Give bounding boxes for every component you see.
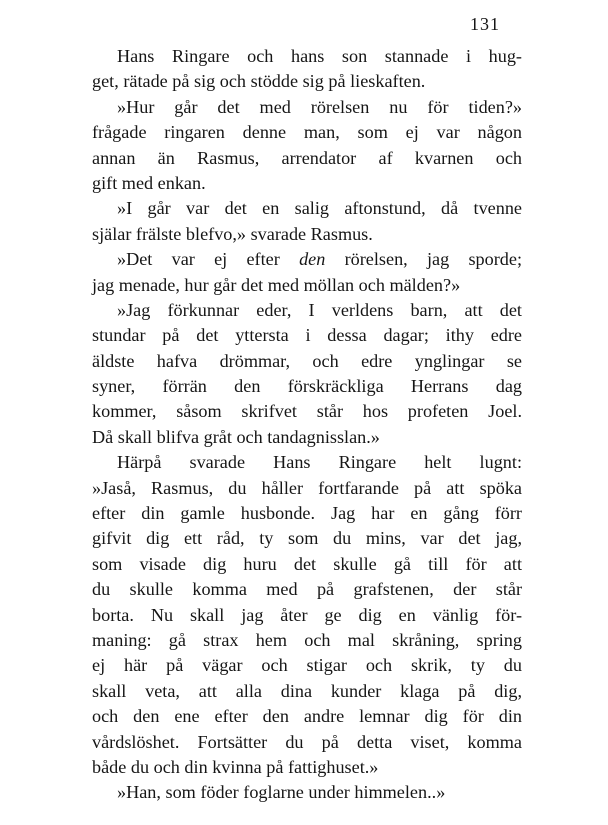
text-line: get, rätade på sig och stödde sig på lieskaften. <box>92 71 426 92</box>
text-line: som visade dig huru det skulle gå till för att <box>92 553 522 574</box>
emphasized-word: den <box>299 249 326 270</box>
text-line: »I går var det en salig aftonstund, då tvenne <box>117 198 522 219</box>
text-line: syner, förrän den förskräckliga Herrans dag <box>92 376 522 397</box>
text-line: du skulle komma med på grafstenen, der står <box>92 579 522 600</box>
text-line: annan än Rasmus, arrendator af kvarnen och <box>92 147 522 168</box>
text-line: själar frälste blefvo,» svarade Rasmus. <box>92 223 373 244</box>
text-line <box>92 247 522 272</box>
text-line: maning: gå strax hem och mal skråning, spring <box>92 629 522 650</box>
text-line: borta. Nu skall jag åter ge dig en vänlig för- <box>92 604 522 625</box>
text-line: »Han, som föder foglarne under himmelen..» <box>117 782 446 803</box>
text-line: vårdslöshet. Fortsätter du på detta viset, komma <box>92 731 522 752</box>
text-line: stundar på det yttersta i dessa dagar; ithy edre <box>92 325 522 346</box>
text-line: äldste hafva drömmar, och edre ynglingar se <box>92 350 522 371</box>
text-line: och den ene efter den andre lemnar dig för din <box>92 706 522 727</box>
text-line: efter din gamle husbonde. Jag har en gång förr <box>92 503 522 524</box>
text-line: »Jaså, Rasmus, du håller fortfarande på att spöka <box>92 477 522 498</box>
text-line: kommer, såsom skrifvet står hos profeten Joel. <box>92 401 522 422</box>
body-text <box>92 44 522 806</box>
text-line: Hans Ringare och hans son stannade i hug- <box>117 46 522 66</box>
text-line: Härpå svarade Hans Ringare helt lugnt: <box>117 452 522 473</box>
text-line: »Hur går det med rörelsen nu för tiden?» <box>117 96 522 117</box>
text-segment: rörelsen, jag sporde; <box>325 249 522 270</box>
text-line: Då skall blifva gråt och tandagnisslan.» <box>92 426 380 447</box>
page-number: 131 <box>470 14 500 34</box>
text-line: gift med enkan. <box>92 172 206 193</box>
text-line: gifvit dig ett råd, ty som du mins, var det jag, <box>92 528 522 549</box>
text-line: frågade ringaren denne man, som ej var någon <box>92 122 522 143</box>
text-line: både du och din kvinna på fattighuset.» <box>92 756 379 777</box>
text-line: skall veta, att alla dina kunder klaga på dig, <box>92 680 522 701</box>
text-segment: »Det var ej efter <box>117 249 300 270</box>
text-line: ej här på vägar och stigar och skrik, ty du <box>92 655 522 676</box>
text-line: jag menade, hur går det med möllan och mälden?» <box>92 274 461 295</box>
text-line: »Jag förkunnar eder, I verldens barn, att det <box>117 299 522 320</box>
